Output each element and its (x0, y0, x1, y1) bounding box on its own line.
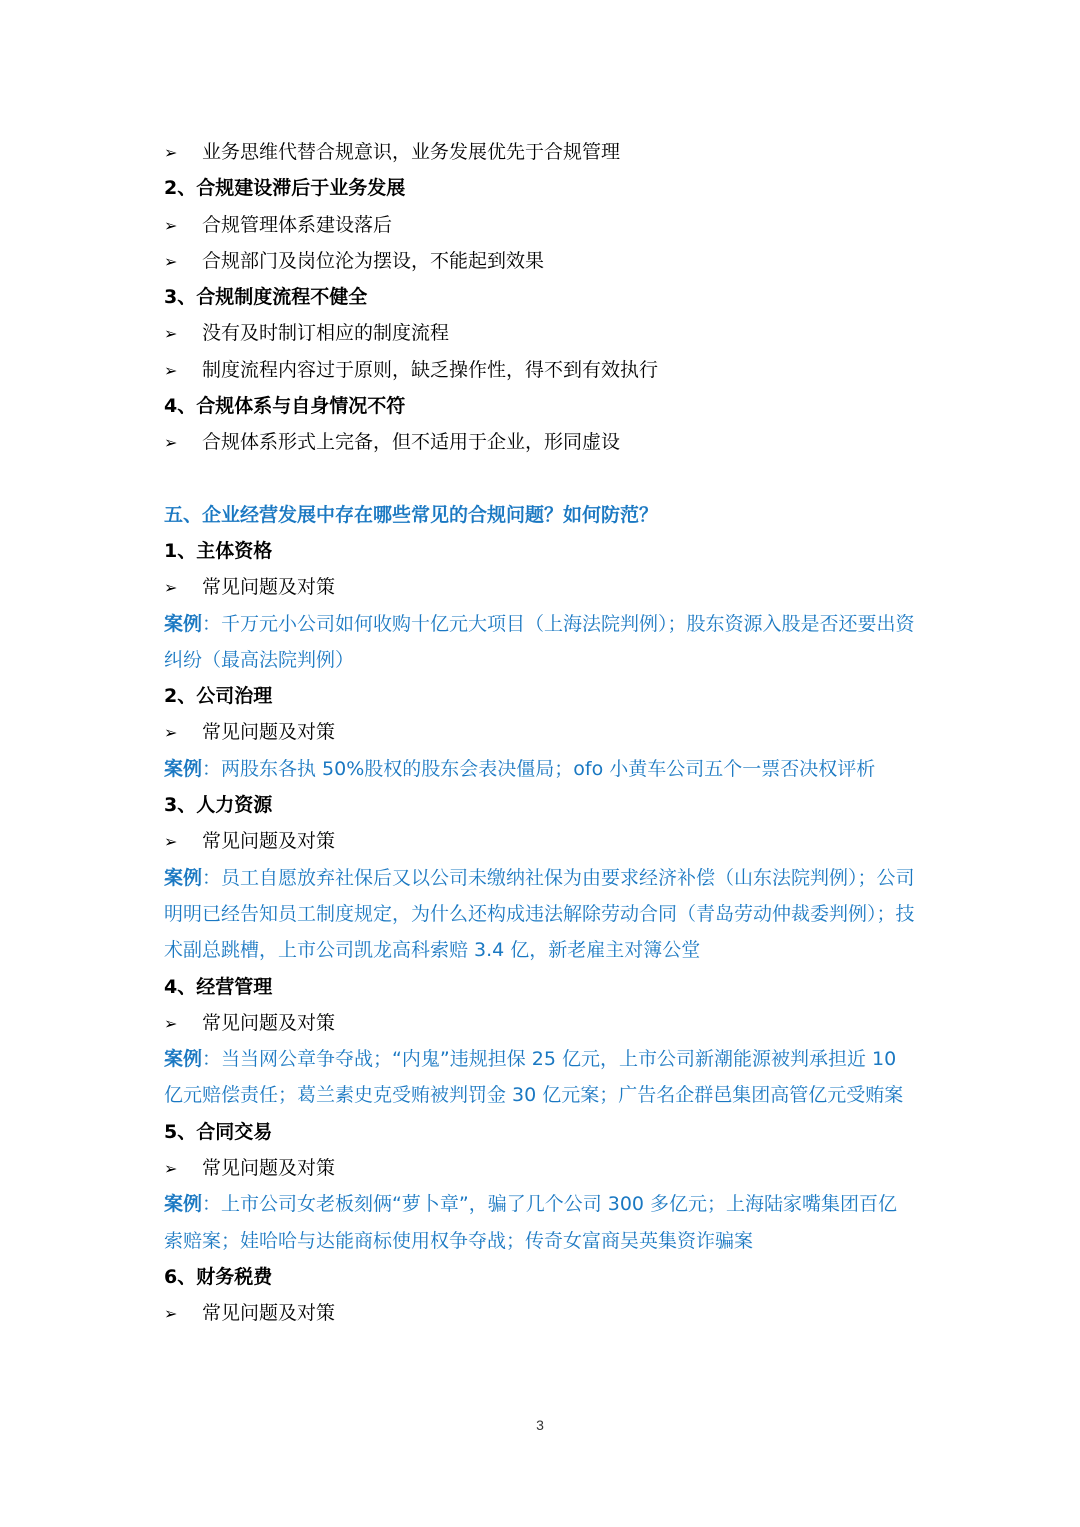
bullet-item (164, 1150, 924, 1186)
bullet-text: 常见问题及对策 (202, 1157, 336, 1180)
arrow-bullet-icon: ➢ (164, 723, 178, 743)
bullet-item (164, 569, 924, 605)
subsection-heading: 4、经营管理 (164, 975, 273, 998)
case-line (164, 860, 924, 896)
bullet-text: 常见问题及对策 (202, 1011, 336, 1034)
bullet-text: 常见问题及对策 (202, 721, 336, 744)
bullet-text: 合规部门及岗位沦为摆设，不能起到效果 (202, 249, 545, 272)
arrow-bullet-icon: ➢ (164, 1013, 178, 1033)
subsection-heading: 1、主体资格 (164, 539, 273, 562)
case-label: 案例 (164, 1193, 203, 1216)
bullet-text: 合规体系形式上完备，但不适用于企业，形同虚设 (202, 431, 621, 454)
spacer (164, 461, 924, 497)
bullet-text: 没有及时制订相应的制度流程 (202, 322, 450, 345)
case-continuation: 术副总跳槽，上市公司凯龙高科索赔 3.4 亿，新老雇主对簿公堂 (164, 939, 701, 962)
arrow-bullet-icon: ➢ (164, 143, 178, 162)
subsection-heading: 5、合同交易 (164, 1120, 273, 1143)
bullet-item (164, 315, 924, 351)
arrow-bullet-icon: ➢ (164, 578, 178, 598)
arrow-bullet-icon: ➢ (164, 832, 178, 852)
bullet-item (164, 243, 924, 279)
bullet-text: 制度流程内容过于原则，缺乏操作性，得不到有效执行 (202, 358, 659, 381)
arrow-bullet-icon: ➢ (164, 251, 178, 271)
bullet-item (164, 352, 924, 388)
bullet-text: 业务思维代替合规意识，业务发展优先于合规管理 (202, 141, 621, 163)
bullet-item (164, 823, 924, 859)
bullet-item (164, 207, 924, 243)
case-line (164, 1041, 924, 1077)
subsection-heading: 3、人力资源 (164, 794, 273, 817)
bullet-item (164, 134, 924, 170)
arrow-bullet-icon: ➢ (164, 1159, 178, 1179)
bullet-item (164, 1005, 924, 1041)
arrow-bullet-icon: ➢ (164, 360, 178, 380)
case-text: ：员工自愿放弃社保后又以公司未缴纳社保为由要求经济补偿（山东法院判例）；公司 (202, 866, 915, 889)
bullet-item (164, 1295, 924, 1331)
case-line (164, 751, 924, 787)
case-continuation: 纠纷（最高法院判例） (164, 648, 355, 671)
case-label: 案例 (164, 612, 203, 635)
case-continuation: 索赔案；娃哈哈与达能商标使用权争夺战；传奇女富商吴英集资诈骗案 (164, 1229, 754, 1252)
bullet-item (164, 714, 924, 750)
arrow-bullet-icon: ➢ (164, 215, 178, 235)
case-text: ：千万元小公司如何收购十亿元大项目（上海法院判例）；股东资源入股是否还要出资 (202, 612, 915, 635)
case-line (164, 1186, 924, 1222)
bullet-text: 常见问题及对策 (202, 1302, 336, 1325)
subsection-heading: 6、财务税费 (164, 1265, 273, 1288)
case-text: ：上市公司女老板刻俩“萝卜章”，骗了几个公司 300 多亿元；上海陆家嘴集团百亿 (202, 1193, 898, 1216)
bullet-text: 合规管理体系建设落后 (202, 213, 393, 236)
page-number: 3 (536, 1417, 544, 1433)
document-content (164, 134, 924, 1332)
subsection-heading: 3、合规制度流程不健全 (164, 286, 368, 309)
section-heading: 五、企业经营发展中存在哪些常见的合规问题？如何防范？ (164, 503, 659, 526)
case-label: 案例 (164, 1048, 203, 1071)
case-line (164, 606, 924, 642)
subsection-heading: 2、合规建设滞后于业务发展 (164, 177, 406, 200)
arrow-bullet-icon: ➢ (164, 324, 178, 344)
case-continuation: 明明已经告知员工制度规定，为什么还构成违法解除劳动合同（青岛劳动仲裁委判例）；技 (164, 902, 915, 925)
subsection-heading: 4、合规体系与自身情况不符 (164, 395, 406, 418)
bullet-text: 常见问题及对策 (202, 830, 336, 853)
case-text: ：当当网公章争夺战；“内鬼”违规担保 25 亿元，上市公司新潮能源被判承担近 10 (202, 1048, 897, 1071)
arrow-bullet-icon: ➢ (164, 1304, 178, 1324)
case-continuation: 亿元赔偿责任；葛兰素史克受贿被判罚金 30 亿元案；广告名企群邑集团高管亿元受贿案 (164, 1084, 904, 1107)
case-label: 案例 (164, 757, 203, 780)
bullet-item (164, 424, 924, 460)
case-text: ：两股东各执 50%股权的股东会表决僵局；ofo 小黄车公司五个一票否决权评析 (202, 757, 876, 780)
subsection-heading: 2、公司治理 (164, 685, 273, 708)
bullet-text: 常见问题及对策 (202, 576, 336, 599)
arrow-bullet-icon: ➢ (164, 433, 178, 453)
case-label: 案例 (164, 866, 203, 889)
